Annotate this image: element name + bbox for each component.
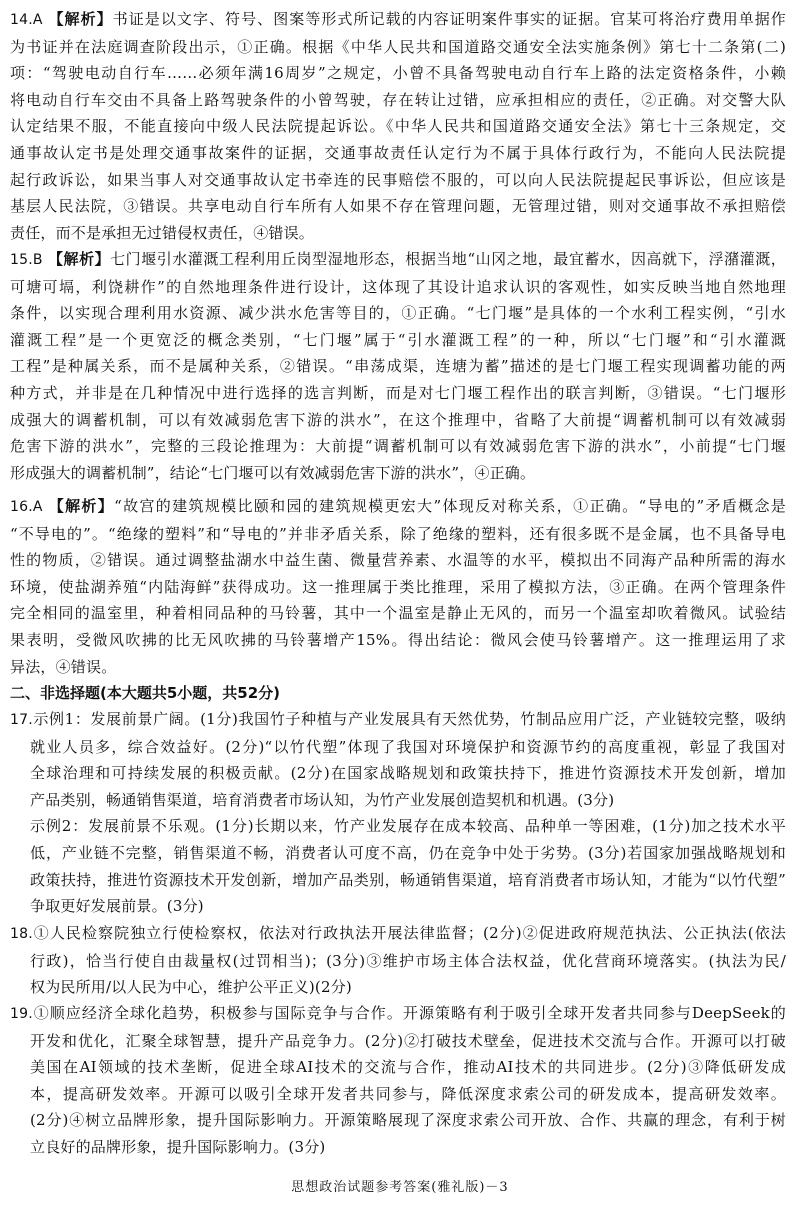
q14-line: 责任，而不是承担无过错侵权责任，④错误。 (10, 223, 315, 242)
q17-line: 产品类别，畅通销售渠道，培育消费者市场认知，为竹产业发展创造契机和机遇。(3分) (30, 790, 615, 809)
q15-line: 成强大的调蓄机制，可以有效减弱危害下游的洪水”，在这个推理中，省略了大前提“调蓄机制可以有效减弱 (10, 410, 786, 429)
q15-tag: 【解析】 (48, 250, 111, 268)
q16-text: “故宫的建筑规模比颐和园的建筑规模更宏大”体现反对称关系，①正确。“导电的”矛盾概念是 (114, 497, 786, 515)
q14-line: 项：“驾驶电动自行车……必须年满16周岁”之规定，小曾不具备驾驶电动自行车上路的法定资格条件，小赖 (10, 64, 786, 83)
q16-tag: 【解析】 (48, 497, 115, 515)
q17-line: 低，产业链不完整，销售渠道不畅，消费者认可度不高，仍在竞争中处于劣势。(3分)若国家加强战略规划和 (30, 843, 786, 862)
q15-text: 七门堰引水灌溉工程利用丘岗型湿地形态，根据当地“山冈之地，最宜蓄水，因高就下，浮潴灌溉， (110, 250, 786, 268)
q15-answer: B (32, 252, 43, 268)
q18-line: 权为民所用/以人民为中心，维护公平正义)(2分) (30, 978, 352, 997)
q19-line-0 (10, 1000, 786, 1028)
q16-number: 16. (10, 499, 33, 515)
q19-line: 本，提高研发效率。开源可以吸引全球开发者共同参与，降低深度求索公司的研发成本，提高研发效率。 (30, 1084, 786, 1103)
section-title: 二、非选择题(本大题共5小题，共52分) (10, 684, 281, 702)
page-footer: 思想政治试题参考答案(雅礼版)－3 (291, 1180, 509, 1195)
q16-line: 完全相同的温室里，种着相同品种的马铃薯，其中一个温室是静止无风的，而另一个温室却吹着微风。试验结 (10, 604, 786, 623)
q15-line: 危害下游的洪水”，完整的三段论推理为：大前提“调蓄机制可以有效减弱危害下游的洪水”，小前提“七门堰 (10, 437, 786, 456)
q19-number: 19. (10, 1006, 33, 1022)
q15-line: 条件，以实现合理利用水资源、减少洪水危害等目的，①正确。“七门堰”是具体的一个水利工程实例，“引水 (10, 304, 786, 323)
q14-line: 通事故认定书是处理交通事故案件的证据，交通事故责任认定行为不属于具体行政行为，不能向人民法院提 (10, 143, 786, 162)
question-16 (10, 493, 786, 680)
question-15 (10, 246, 786, 486)
q17-line: 示例2：发展前景不乐观。(1分)长期以来，竹产业发展存在成本较高、品种单一等困难，(1分)加之技术水平 (30, 817, 786, 836)
q14-text: 书证是以文字、符号、图案等形式所记载的内容证明案件事实的证据。官某可将治疗费用单据作 (112, 10, 786, 28)
q19-line: 立良好的品牌形象，提升国际影响力。(3分) (30, 1137, 326, 1156)
q15-line: 工程”是种属关系，而不是属种关系，②错误。“串荡成渠，连塘为蓄”描述的是七门堰工程实现调蓄功能的两 (10, 357, 786, 376)
q18-line: 行政)，恰当行使自由裁量权(过罚相当)；(3分)③维护市场主体合法权益，优化营商环境落实。(执法为民/ (30, 951, 786, 970)
q16-line: 异法，④错误。 (10, 657, 117, 676)
question-17 (10, 706, 786, 920)
q17-text: 示例1：发展前景广阔。(1分)我国竹子种植与产业发展具有天然优势，竹制品应用广泛，产业链较完整，吸纳 (32, 710, 786, 728)
q17-number: 17. (10, 712, 33, 728)
q15-line: 种方式，并非是在几种情况中进行选择的选言判断，而是对七门堰工程作出的联言判断，③错误。“七门堰形 (10, 383, 786, 402)
q14-line: 认定结果不服，不能直接向中级人民法院提起诉讼。《中华人民共和国道路交通安全法》第七十三条规定，交 (10, 117, 786, 136)
q18-line-0 (10, 920, 786, 948)
q14-tag: 【解析】 (48, 10, 113, 28)
q14-line-0 (10, 6, 786, 34)
q14-line: 基层人民法院，③错误。共享电动自行车所有人如果不存在管理问题，无管理过错，则对交通事故不承担赔偿 (10, 197, 786, 216)
q19-line: (2分)④树立品牌形象，提升国际影响力。开源策略展现了深度求索公司开放、合作、共赢的理念，有利于树 (30, 1111, 786, 1130)
q19-text: ①顺应经济全球化趋势，积极参与国际竞争与合作。开源策略有利于吸引全球开发者共同参与DeepSeek的 (32, 1004, 786, 1022)
question-14 (10, 6, 786, 246)
q17-line-0 (10, 706, 786, 734)
q15-line: 形成强大的调蓄机制”，结论“七门堰可以有效减弱危害下游的洪水”，④正确。 (10, 463, 536, 482)
q16-line: 性的物质，②错误。通过调整盐湖水中益生菌、微量营养素、水温等的水平，模拟出不同海产品种所需的海水 (10, 551, 786, 570)
q14-answer: A (32, 12, 43, 28)
q17-line: 政策扶持，推进竹资源技术开发创新，增加产品类别，畅通销售渠道，培育消费者市场认知，才能为“以竹代塑” (30, 870, 786, 889)
q14-line: 将电动自行车交由不具备上路驾驶条件的小曾驾驶，存在转让过错，应承担相应的责任，②正确。对交警大队 (10, 90, 786, 109)
q15-line: 灌溉工程”是一个更宽泛的概念类别，“七门堰”属于“引水灌溉工程”的一种，所以“七门堰”和“引水灌溉 (10, 330, 786, 349)
question-19 (10, 1000, 786, 1161)
q14-line: 为书证并在法庭调查阶段出示，①正确。根据《中华人民共和国道路交通安全法实施条例》第七十二条第(二) (10, 37, 786, 56)
q17-line: 争取更好发展前景。(3分) (30, 897, 204, 916)
q14-line: 起行政诉讼，如果当事人对交通事故认定书牵连的民事赔偿不服的，可以向人民法院提起民事诉讼，但应该是 (10, 170, 786, 189)
q19-line: 美国在AI领域的技术垄断，促进全球AI技术的交流与合作，推动AI技术的共同进步。(2分)③降低研发成 (30, 1058, 786, 1077)
q18-number: 18. (10, 926, 33, 942)
question-18 (10, 920, 786, 1001)
q14-number: 14. (10, 12, 33, 28)
q16-line: “不导电的”。“绝缘的塑料”和“导电的”并非矛盾关系，除了绝缘的塑料，还有很多既不是金属，也不具备导电 (10, 524, 786, 543)
q19-line: 开发和优化，汇聚全球智慧，提升产品竞争力。(2分)②打破技术壁垒，促进技术交流与合作。开源可以打破 (30, 1031, 786, 1050)
q16-line: 环境，使盐湖养殖“内陆海鲜”获得成功。这一推理属于类比推理，采用了模拟方法，③正确。在两个管理条件 (10, 577, 786, 596)
q15-line-0 (10, 246, 786, 274)
q15-number: 15. (10, 252, 33, 268)
q18-text: ①人民检察院独立行使检察权，依法对行政执法开展法律监督；(2分)②促进政府规范执法、公正执法(依法 (32, 924, 786, 942)
q16-answer: A (32, 499, 43, 515)
q16-line: 果表明，受微风吹拂的比无风吹拂的马铃薯增产15%。得出结论：微风会使马铃薯增产。这一推理运用了求 (10, 630, 786, 649)
q16-line-0 (10, 493, 786, 521)
q17-line: 全球治理和可持续发展的积极贡献。(2分)在国家战略规划和政策扶持下，推进竹资源技术开发创新，增加 (30, 764, 786, 783)
q17-line: 就业人员多，综合效益好。(2分)“以竹代塑”体现了我国对环境保护和资源节约的高度重视，彰显了我国对 (30, 737, 786, 756)
q15-line: 可塘可塥，利饶耕作”的自然地理条件进行设计，这体现了其设计追求认识的客观性，如实反映当地自然地理 (10, 277, 786, 296)
